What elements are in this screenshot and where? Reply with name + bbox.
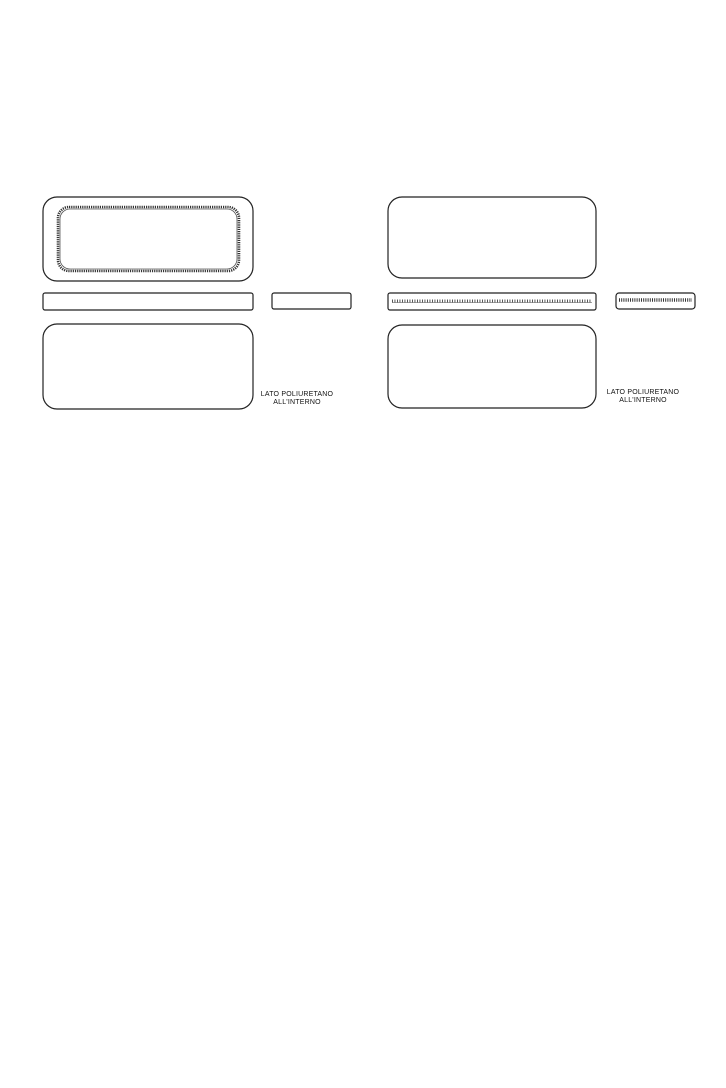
left-top-panel xyxy=(43,197,253,281)
caption-left-line1: LATO POLIURETANO xyxy=(260,391,334,398)
caption-right xyxy=(583,389,703,405)
caption-left-line2: ALL'INTERNO xyxy=(273,399,321,406)
left-long-strip xyxy=(43,293,253,310)
caption-left xyxy=(237,391,357,407)
left-short-strip xyxy=(272,293,351,309)
caption-right-line2: ALL'INTERNO xyxy=(619,397,667,404)
right-bottom-panel xyxy=(388,325,596,408)
left-bottom-panel xyxy=(43,324,253,409)
right-assembly xyxy=(388,197,695,408)
caption-right-line1: LATO POLIURETANO xyxy=(606,389,680,396)
left-assembly xyxy=(43,197,351,409)
right-top-panel xyxy=(388,197,596,278)
left-top-panel-rough-border-inner xyxy=(60,209,237,269)
left-top-panel-rough-border xyxy=(58,207,239,271)
